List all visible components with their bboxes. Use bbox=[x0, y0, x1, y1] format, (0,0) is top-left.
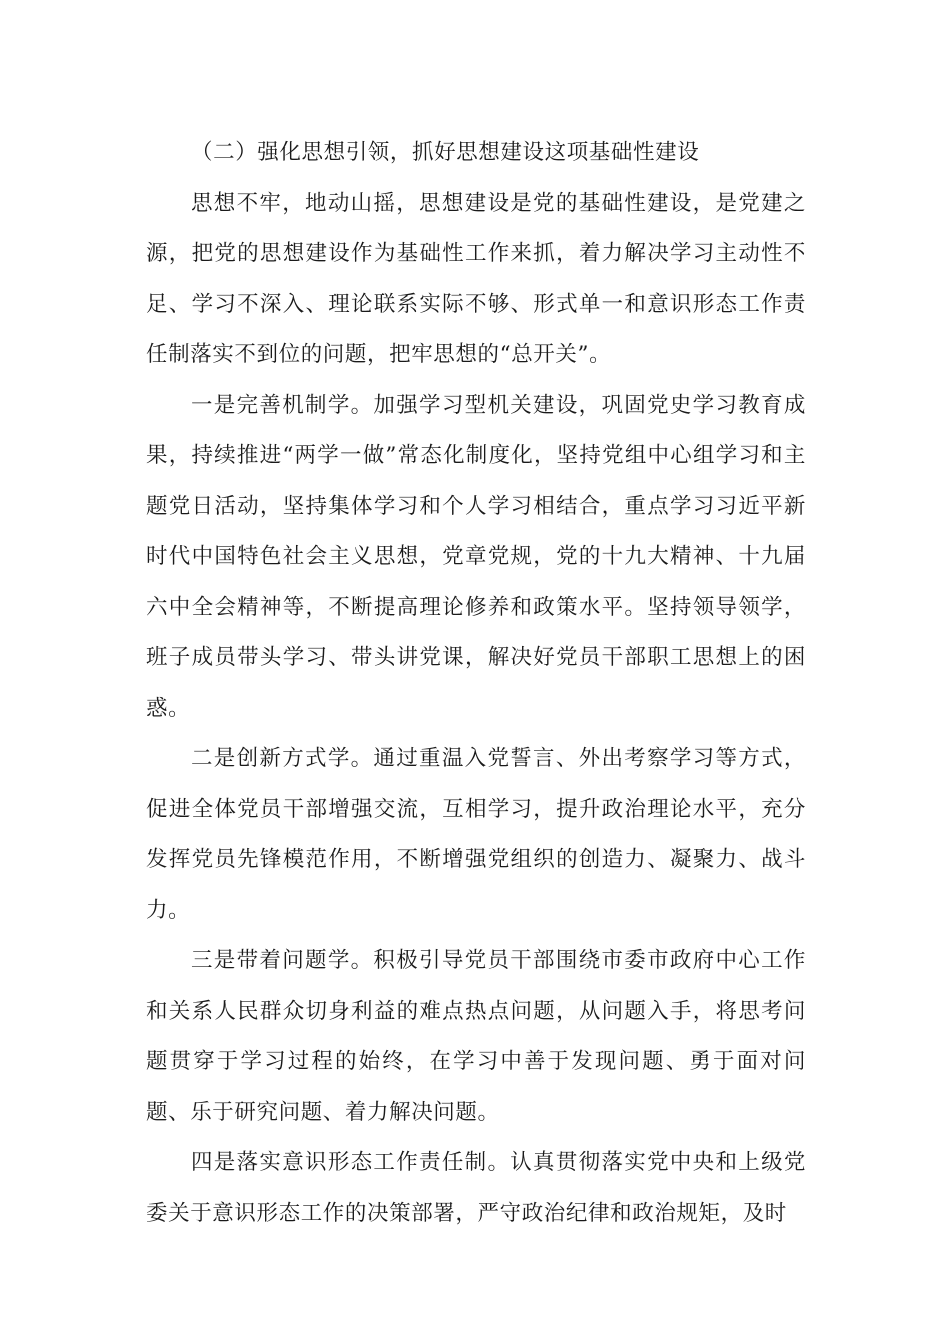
paragraph-mechanism: 一是完善机制学。加强学习型机关建设，巩固党史学习教育成果，持续推进“两学一做”常态化制度化，坚持党组中心组学习和主题党日活动，坚持集体学习和个人学习相结合，重点学习习近平新时代中国特色社会主义思想，党章党规，党的十九大精神、十九届六中全会精神等，不断提高理论修养和政策水平。坚持领导领学，班子成员带头学习、带头讲党课，解决好党员干部职工思想上的困惑。 bbox=[146, 392, 806, 721]
paragraph-intro: 思想不牢，地动山摇，思想建设是党的基础性建设，是党建之源，把党的思想建设作为基础性工作来抓，着力解决学习主动性不足、学习不深入、理论联系实际不够、形式单一和意识形态工作责任制落实不到位的问题，把牢思想的“总开关”。 bbox=[146, 190, 806, 367]
paragraph-problem: 三是带着问题学。积极引导党员干部围绕市委市政府中心工作和关系人民群众切身利益的难点热点问题，从问题入手，将思考问题贯穿于学习过程的始终，在学习中善于发现问题、勇于面对问题、乐于研究问题、着力解决问题。 bbox=[146, 948, 806, 1125]
document-body bbox=[146, 128, 806, 1239]
paragraph-method: 二是创新方式学。通过重温入党誓言、外出考察学习等方式，促进全体党员干部增强交流，互相学习，提升政治理论水平，充分发挥党员先锋模范作用，不断增强党组织的创造力、凝聚力、战斗力。 bbox=[146, 746, 806, 923]
section-heading: （二）强化思想引领，抓好思想建设这项基础性建设 bbox=[191, 140, 700, 165]
paragraph-ideology: 四是落实意识形态工作责任制。认真贯彻落实党中央和上级党委关于意识形态工作的决策部署，严守政治纪律和政治规矩，及时 bbox=[146, 1150, 806, 1226]
